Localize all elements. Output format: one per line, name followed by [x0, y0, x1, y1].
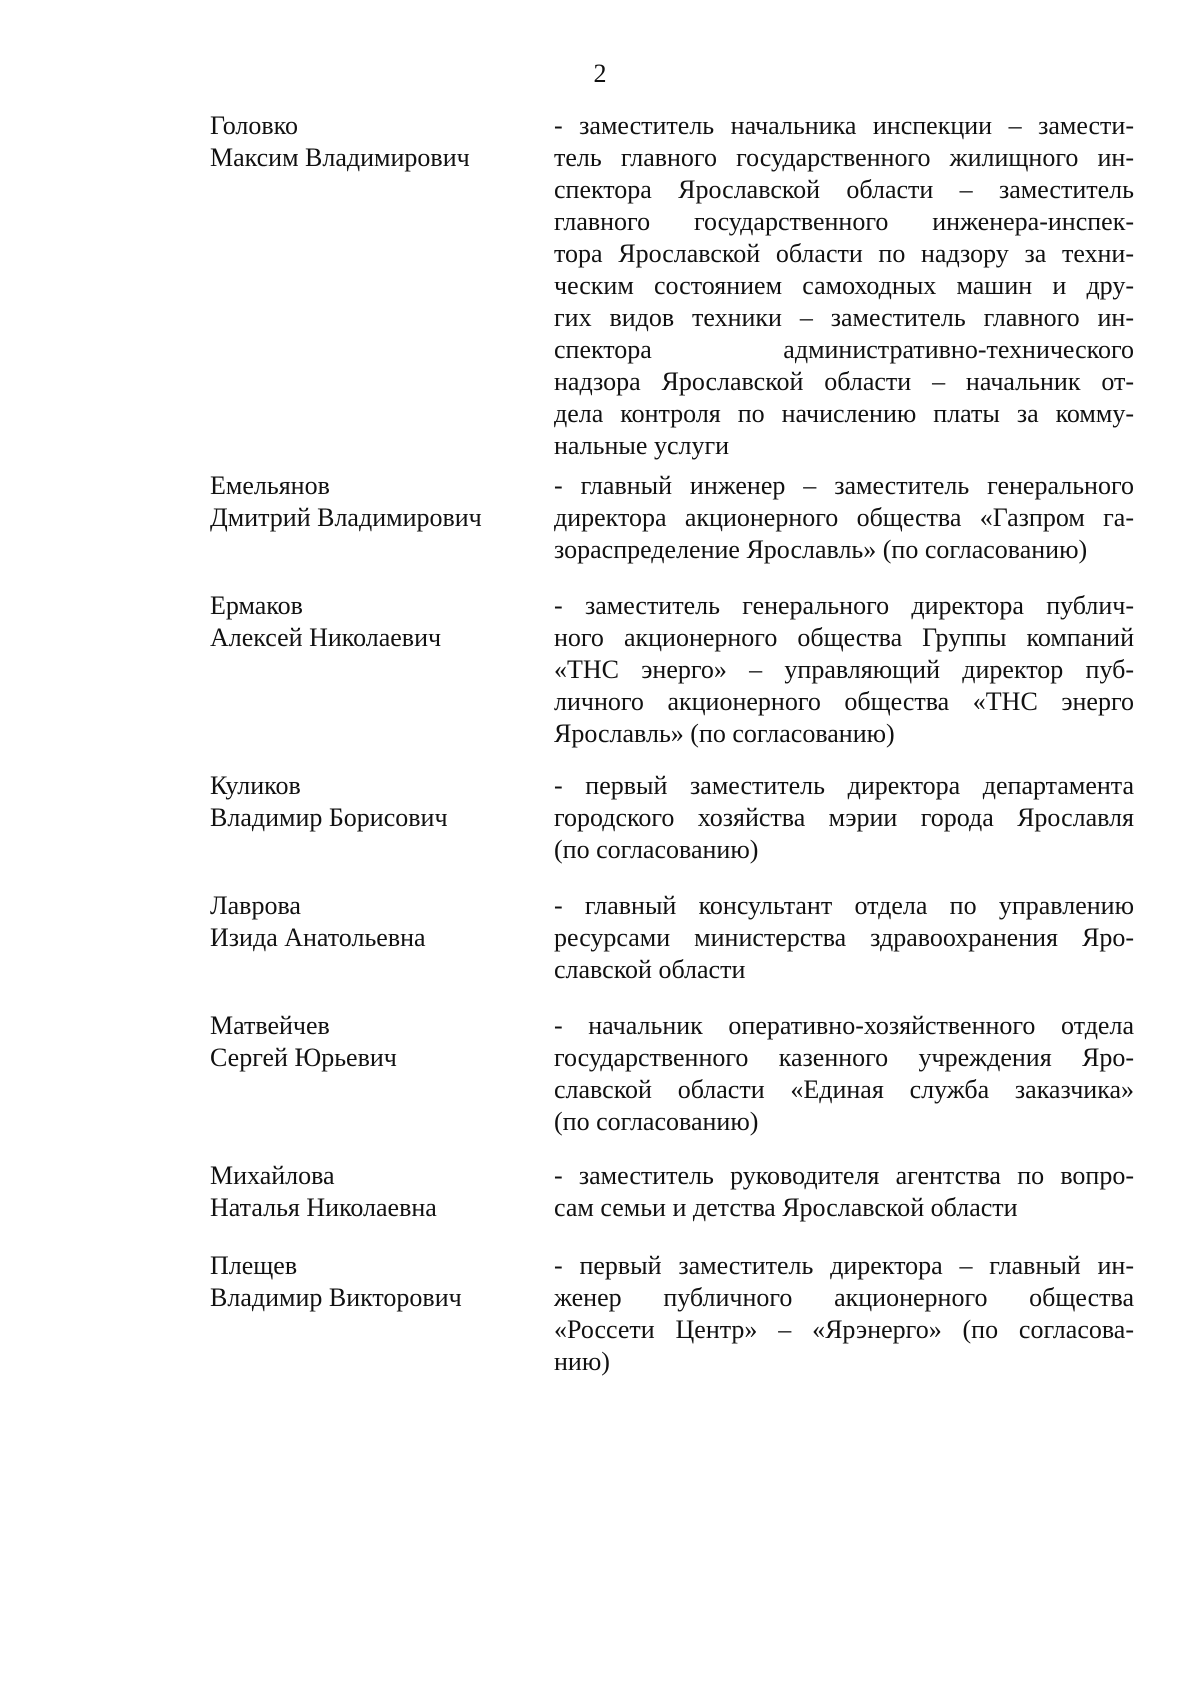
member-given-names: Наталья Николаевна: [210, 1193, 437, 1222]
position-text-line: - заместитель начальника инспекции – замести-: [554, 111, 1134, 140]
position-text-line: - главный консультант отдела по управлению: [554, 891, 1134, 920]
member-given-names: Владимир Викторович: [210, 1283, 462, 1312]
member-given-names: Владимир Борисович: [210, 803, 448, 832]
page-number: 2: [593, 59, 607, 88]
position-text-line: нию): [554, 1347, 610, 1376]
position-text-line: личного акционерного общества «ТНС энерго: [554, 687, 1134, 716]
position-text-line: городского хозяйства мэрии города Ярославля: [554, 803, 1134, 832]
position-text-line: - заместитель генерального директора публич-: [554, 591, 1134, 620]
position-text-line: Ярославль» (по согласованию): [554, 719, 895, 748]
position-text-line: - заместитель руководителя агентства по вопро-: [554, 1161, 1134, 1190]
member-position: [554, 770, 1134, 866]
member-position: [554, 1160, 1134, 1224]
position-text-line: (по согласованию): [554, 1107, 759, 1136]
position-text-line: женер публичного акционерного общества: [554, 1283, 1134, 1312]
position-text-line: ресурсами министерства здравоохранения Яро-: [554, 923, 1134, 952]
position-text-line: - начальник оперативно-хозяйственного отдела: [554, 1011, 1134, 1040]
position-text-line: спектора Ярославской области – заместитель: [554, 175, 1134, 204]
position-text-line: нальные услуги: [554, 431, 730, 460]
position-text-line: директора акционерного общества «Газпром га-: [554, 503, 1134, 532]
member-given-names: Дмитрий Владимирович: [210, 503, 482, 532]
member-surname: Куликов: [210, 771, 301, 800]
member-given-names: Максим Владимирович: [210, 143, 470, 172]
position-text-line: - первый заместитель директора департамента: [554, 771, 1134, 800]
position-text-line: «Россети Центр» – «Ярэнерго» (по согласова-: [554, 1315, 1134, 1344]
position-text-line: сам семьи и детства Ярославской области: [554, 1193, 1018, 1222]
position-text-line: - первый заместитель директора – главный ин-: [554, 1251, 1134, 1280]
member-name: [210, 1250, 540, 1314]
member-surname: Плещев: [210, 1251, 298, 1280]
position-text-line: славской области «Единая служба заказчика»: [554, 1075, 1134, 1104]
position-text-line: надзора Ярославской области – начальник от-: [554, 367, 1134, 396]
member-surname: Лаврова: [210, 891, 301, 920]
member-name: [210, 1160, 540, 1224]
member-name: [210, 1010, 540, 1074]
member-surname: Ермаков: [210, 591, 303, 620]
member-name: [210, 770, 540, 834]
position-text-line: - главный инженер – заместитель генерального: [554, 471, 1134, 500]
position-text-line: тора Ярославской области по надзору за техни-: [554, 239, 1134, 268]
member-surname: Головко: [210, 111, 298, 140]
member-name: [210, 590, 540, 654]
member-position: [554, 1010, 1134, 1138]
member-position: [554, 470, 1134, 566]
member-name: [210, 890, 540, 954]
member-position: [554, 590, 1134, 750]
position-text-line: спектора административно-технического: [554, 335, 1134, 364]
member-given-names: Алексей Николаевич: [210, 623, 442, 652]
member-name: [210, 470, 540, 534]
position-text-line: дела контроля по начислению платы за комму-: [554, 399, 1134, 428]
position-text-line: (по согласованию): [554, 835, 759, 864]
position-text-line: ного акционерного общества Группы компаний: [554, 623, 1134, 652]
member-position: [554, 890, 1134, 986]
member-surname: Емельянов: [210, 471, 330, 500]
position-text-line: ческим состоянием самоходных машин и дру-: [554, 271, 1134, 300]
member-surname: Матвейчев: [210, 1011, 330, 1040]
member-position: [554, 1250, 1134, 1378]
position-text-line: государственного казенного учреждения Яро-: [554, 1043, 1134, 1072]
position-text-line: тель главного государственного жилищного ин-: [554, 143, 1134, 172]
member-position: [554, 110, 1134, 462]
member-given-names: Изида Анатольевна: [210, 923, 426, 952]
position-text-line: зораспределение Ярославль» (по согласованию): [554, 535, 1088, 564]
position-text-line: славской области: [554, 955, 746, 984]
position-text-line: главного государственного инженера-инспек-: [554, 207, 1134, 236]
member-given-names: Сергей Юрьевич: [210, 1043, 397, 1072]
position-text-line: гих видов техники – заместитель главного ин-: [554, 303, 1134, 332]
position-text-line: «ТНС энерго» – управляющий директор пуб-: [554, 655, 1134, 684]
member-name: [210, 110, 540, 174]
member-surname: Михайлова: [210, 1161, 335, 1190]
